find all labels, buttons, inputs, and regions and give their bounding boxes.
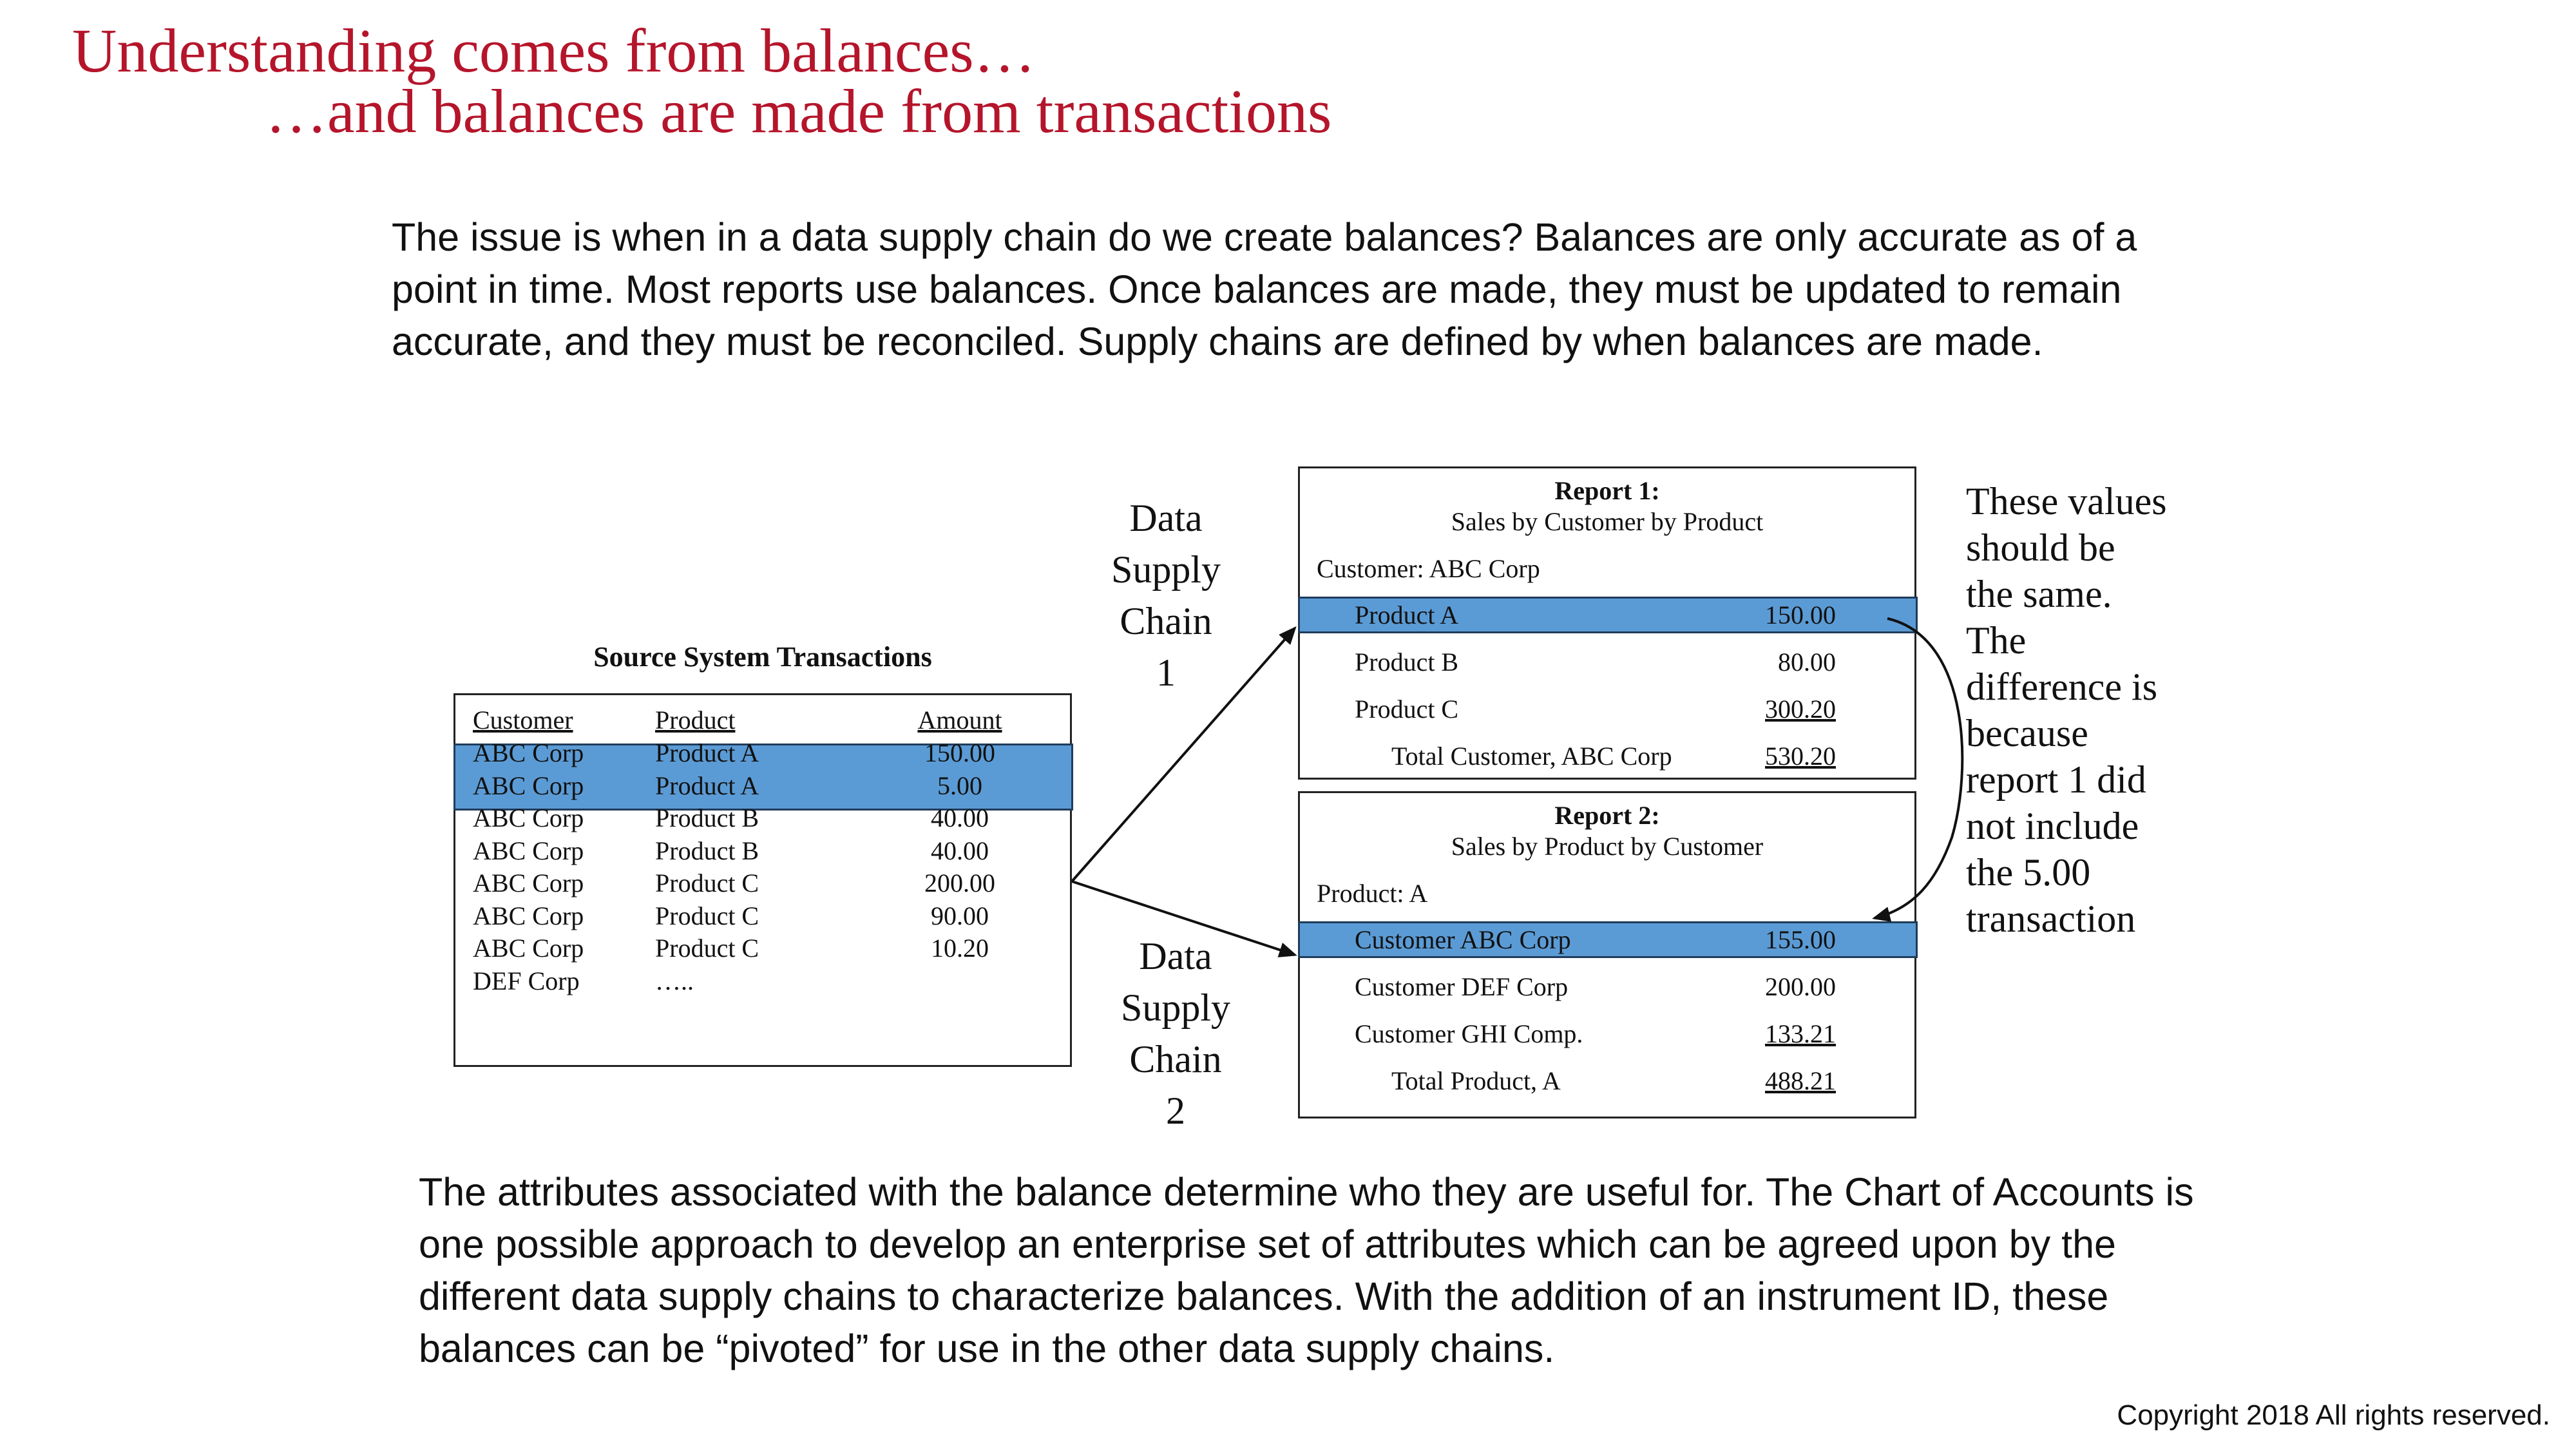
- chain1-word-3: Chain: [1120, 600, 1212, 642]
- report-2-row-label: Customer ABC Corp: [1355, 925, 1571, 954]
- source-cell-product: Product A: [655, 738, 759, 767]
- note-line: not include: [1966, 805, 2139, 847]
- report-1-row-value: 300.20: [1765, 695, 1836, 724]
- copyright-notice: Copyright 2018 All rights reserved.: [2117, 1399, 2550, 1431]
- report-1-total-value: 530.20: [1765, 742, 1836, 771]
- chain2-word-4: 2: [1166, 1089, 1185, 1132]
- report-2-row-value: 200.00: [1765, 972, 1836, 1001]
- chain-1-arrow: [1072, 628, 1295, 881]
- report-2-row-label: Customer GHI Comp.: [1355, 1019, 1583, 1048]
- report-1-row-value: 80.00: [1778, 648, 1836, 677]
- report-2-group-label: Product: A: [1317, 879, 1428, 908]
- report-2-total-label: Total Product, A: [1391, 1066, 1561, 1095]
- intro-paragraph: The issue is when in a data supply chain do we create balances? Balances are only accurate as of a point in time. Most reports use balances. Once balances are made, they must be updated to remain accurate, and they must be reconciled. Supply chains are defined by when balances are made.: [392, 215, 2137, 363]
- source-col-product: Product: [655, 705, 736, 734]
- note-line: report 1 did: [1966, 758, 2146, 801]
- source-cell-product: Product A: [655, 771, 759, 800]
- source-cell-amount: 10.20: [931, 934, 989, 963]
- source-cell-amount: 40.00: [931, 836, 989, 865]
- report-2-total-value: 488.21: [1765, 1066, 1836, 1095]
- source-cell-amount: 5.00: [937, 771, 982, 800]
- chain-2-arrow: [1072, 881, 1295, 955]
- source-heading: Source System Transactions: [593, 641, 932, 673]
- source-col-amount: Amount: [917, 705, 1002, 734]
- note-line: because: [1966, 712, 2088, 754]
- chain1-word-1: Data: [1129, 497, 1203, 539]
- source-col-customer: Customer: [473, 705, 573, 734]
- note-line: the same.: [1966, 573, 2112, 615]
- report-1-row-label: Product A: [1355, 600, 1459, 629]
- slide-title-line-2: …and balances are made from transactions: [265, 77, 1332, 146]
- report-2-subtitle: Sales by Product by Customer: [1451, 832, 1764, 861]
- difference-curve-arrow: [1875, 619, 1962, 918]
- report-1-subtitle: Sales by Customer by Product: [1451, 507, 1764, 536]
- source-cell-customer: ABC Corp: [473, 934, 584, 963]
- chain1-word-2: Supply: [1111, 548, 1221, 591]
- report-2-row-value: 155.00: [1765, 925, 1836, 954]
- source-cell-amount: 200.00: [924, 868, 995, 897]
- source-cell-customer: ABC Corp: [473, 901, 584, 930]
- source-cell-amount: 150.00: [924, 738, 995, 767]
- report-1-row-label: Product C: [1355, 695, 1459, 724]
- slide-title-line-1: Understanding comes from balances…: [72, 16, 1036, 85]
- report-1-group-label: Customer: ABC Corp: [1317, 554, 1540, 583]
- source-cell-customer: ABC Corp: [473, 803, 584, 832]
- source-cell-customer: DEF Corp: [473, 966, 580, 995]
- source-cell-product: Product B: [655, 803, 759, 832]
- source-cell-customer: ABC Corp: [473, 868, 584, 897]
- note-line: These values: [1966, 480, 2167, 523]
- source-cell-amount: 90.00: [931, 901, 989, 930]
- report-1-row-label: Product B: [1355, 648, 1459, 677]
- report-2-row-label: Customer DEF Corp: [1355, 972, 1569, 1001]
- chain2-word-1: Data: [1139, 935, 1212, 977]
- source-cell-product: Product C: [655, 868, 759, 897]
- source-cell-customer: ABC Corp: [473, 771, 584, 800]
- source-cell-customer: ABC Corp: [473, 738, 584, 767]
- chain1-word-4: 1: [1156, 651, 1176, 694]
- chain2-word-3: Chain: [1129, 1038, 1222, 1080]
- outro-paragraph: The attributes associated with the balance determine who they are useful for. The Chart of Accounts is one possible approach to develop an enterprise set of attributes which can be agreed upon by the different data supply chains to characterize balances. With the addition of an instrument ID, these balances can be “pivoted” for use in the other data supply chains.: [419, 1170, 2194, 1370]
- source-cell-customer: ABC Corp: [473, 836, 584, 865]
- report-1-row-value: 150.00: [1765, 600, 1836, 629]
- note-line: the 5.00: [1966, 851, 2091, 894]
- note-line: The: [1966, 619, 2027, 662]
- note-line: should be: [1966, 526, 2115, 569]
- report-1-total-label: Total Customer, ABC Corp: [1391, 742, 1672, 771]
- note-line: transaction: [1966, 897, 2136, 940]
- source-cell-product: …..: [655, 966, 694, 995]
- report-1-title: Report 1:: [1554, 476, 1660, 505]
- report-2-title: Report 2:: [1554, 801, 1660, 830]
- source-cell-amount: 40.00: [931, 803, 989, 832]
- source-cell-product: Product B: [655, 836, 759, 865]
- source-cell-product: Product C: [655, 934, 759, 963]
- report-2-row-value: 133.21: [1765, 1019, 1836, 1048]
- source-cell-product: Product C: [655, 901, 759, 930]
- chain2-word-2: Supply: [1120, 986, 1231, 1029]
- note-line: difference is: [1966, 666, 2158, 708]
